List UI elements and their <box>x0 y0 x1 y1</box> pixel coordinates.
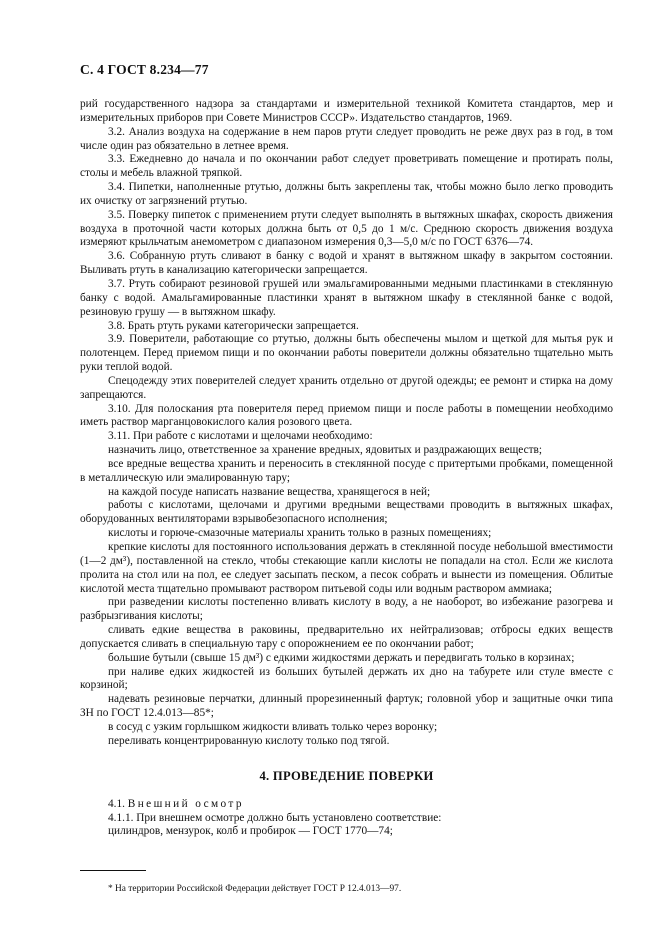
list-item: назначить лицо, ответственное за хранение вредных, ядовитых и раздражающих веществ; <box>108 444 543 457</box>
list-item: крепкие кислоты для постоянного использования держать в стеклянной посуде небольшой вместимости (1—2 дм³), поставленной на стекло, чтобы стекающие капли кислоты не попадали на стол. Если же кислота пролита на стол или на пол, ее следует засыпать песком, а песок собрать и вынести из помещения. Облитые кислотой места тщательно промывают раствором питьевой соды или водным раствором аммиака; <box>80 541 613 595</box>
paragraph: 3.5. Поверку пипеток с применением ртути следует выполнять в вытяжных шкафах, скорость движения воздуха в проточной части которых должна быть от 0,5 до 1 м/с. Среднюю скорость движения воздуха измеряют крыльчатым анемометром с диапазоном измерения 0,3—5,0 м/с по ГОСТ 6376—74. <box>80 208 613 249</box>
section-4-title: 4. ПРОВЕДЕНИЕ ПОВЕРКИ <box>259 768 434 783</box>
list-item: на каждой посуде написать название вещества, хранящегося в ней; <box>108 485 431 498</box>
subsection-number: 4.1. <box>108 797 125 810</box>
paragraph: 3.9. Поверители, работающие со ртутью, должны быть обеспечены мылом и щеткой для мытья рук и полотенцем. Перед приемом пищи и по окончании работы поверители должны обязательно тщательно мыть руки теплой водой. <box>80 333 613 374</box>
paragraph: 3.4. Пипетки, наполненные ртутью, должны быть закреплены так, чтобы можно было легко проводить их очистку от загрязнений ртутью. <box>80 181 613 207</box>
document-page <box>80 62 613 894</box>
paragraph: 3.10. Для полоскания рта поверителя перед приемом пищи и после работы в помещении необходимо иметь раствор марганцовокислого калия розового цвета. <box>80 402 613 429</box>
list-item: в сосуд с узким горлышком жидкости вливать только через воронку; <box>108 720 438 733</box>
footnote-divider <box>80 870 146 871</box>
list-item: работы с кислотами, щелочами и другими вредными веществами проводить в вытяжных шкафах, оборудованных вентиляторами взрывобезопасного исполнения; <box>80 499 613 526</box>
list-item: кислоты и горюче-смазочные материалы хранить только в разных помещениях; <box>108 527 492 540</box>
section-4-text <box>80 798 613 840</box>
paragraph: 4.1.1. При внешнем осмотре должно быть установлено соответствие: <box>108 811 442 824</box>
subsection-heading <box>80 798 613 812</box>
paragraph: 3.3. Ежедневно до начала и по окончании работ следует проветривать помещение и протирать полы, столы и мебель влажной тряпкой. <box>80 153 613 180</box>
list-item: при разведении кислоты постепенно вливать кислоту в воду, а не наоборот, во избежание разогрева и разбрызгивания кислоты; <box>80 596 613 623</box>
paragraph: 3.2. Анализ воздуха на содержание в нем паров ртути следует проводить не реже двух раз в год, в том числе один раз обязательно в летнее время. <box>80 125 613 152</box>
paragraph: 3.7. Ртуть собирают резиновой грушей или эмальгамированными медными пластинками в стеклянную банку с водой. Амальгамированные пластинки хранят в вытяжном шкафу в стеклянной банке с водой, резиновую грушу — в вытяжном шкафу. <box>80 277 613 318</box>
list-item: надевать резиновые перчатки, длинный прорезиненный фартук; головной убор и защитные очки типа ЗН по ГОСТ 12.4.013—85*; <box>80 693 613 720</box>
paragraph: 3.6. Собранную ртуть сливают в банку с водой и хранят в вытяжном шкафу в закрытом состоянии. Выливать ртуть в канализацию категорически запрещается. <box>80 250 613 277</box>
list-item: сливать едкие вещества в раковины, предварительно их нейтрализовав; отбросы едких веществ допускается сливать в специальную тару с опорожнением ее по окончании работ; <box>80 624 613 650</box>
footnote: * На территории Российской Федерации действует ГОСТ Р 12.4.013—97. <box>108 884 402 895</box>
paragraph: 3.8. Брать ртуть руками категорически запрещается. <box>108 319 359 332</box>
paragraph: рий государственного надзора за стандартами и измерительной техникой Комитета стандартов, мер и измерительных приборов при Совете Министров СССР». Издательство стандартов, 1969. <box>80 98 613 124</box>
page-header: С. 4 ГОСТ 8.234—77 <box>80 62 209 77</box>
list-item: большие бутыли (свыше 15 дм³) с едкими жидкостями держать и передвигать только в корзинах; <box>108 651 575 664</box>
paragraph: Спецодежду этих поверителей следует хранить отдельно от другой одежды; ее ремонт и стирка на дому запрещаются. <box>80 374 613 401</box>
list-item: цилиндров, мензурок, колб и пробирок — ГОСТ 1770—74; <box>108 825 393 838</box>
list-item: переливать концентрированную кислоту только под тягой. <box>108 734 390 747</box>
subsection-title: Внешний осмотр <box>127 797 244 810</box>
section-3-text <box>80 98 613 749</box>
list-item: все вредные вещества хранить и переносить в стеклянной посуде с притертыми пробками, помещенной в металлическую или эмалированную тару; <box>80 457 613 484</box>
paragraph: 3.11. При работе с кислотами и щелочами необходимо: <box>108 430 373 443</box>
list-item: при наливе едких жидкостей из больших бутылей держать их дно на табурете или стуле вместе с корзиной; <box>80 665 613 692</box>
